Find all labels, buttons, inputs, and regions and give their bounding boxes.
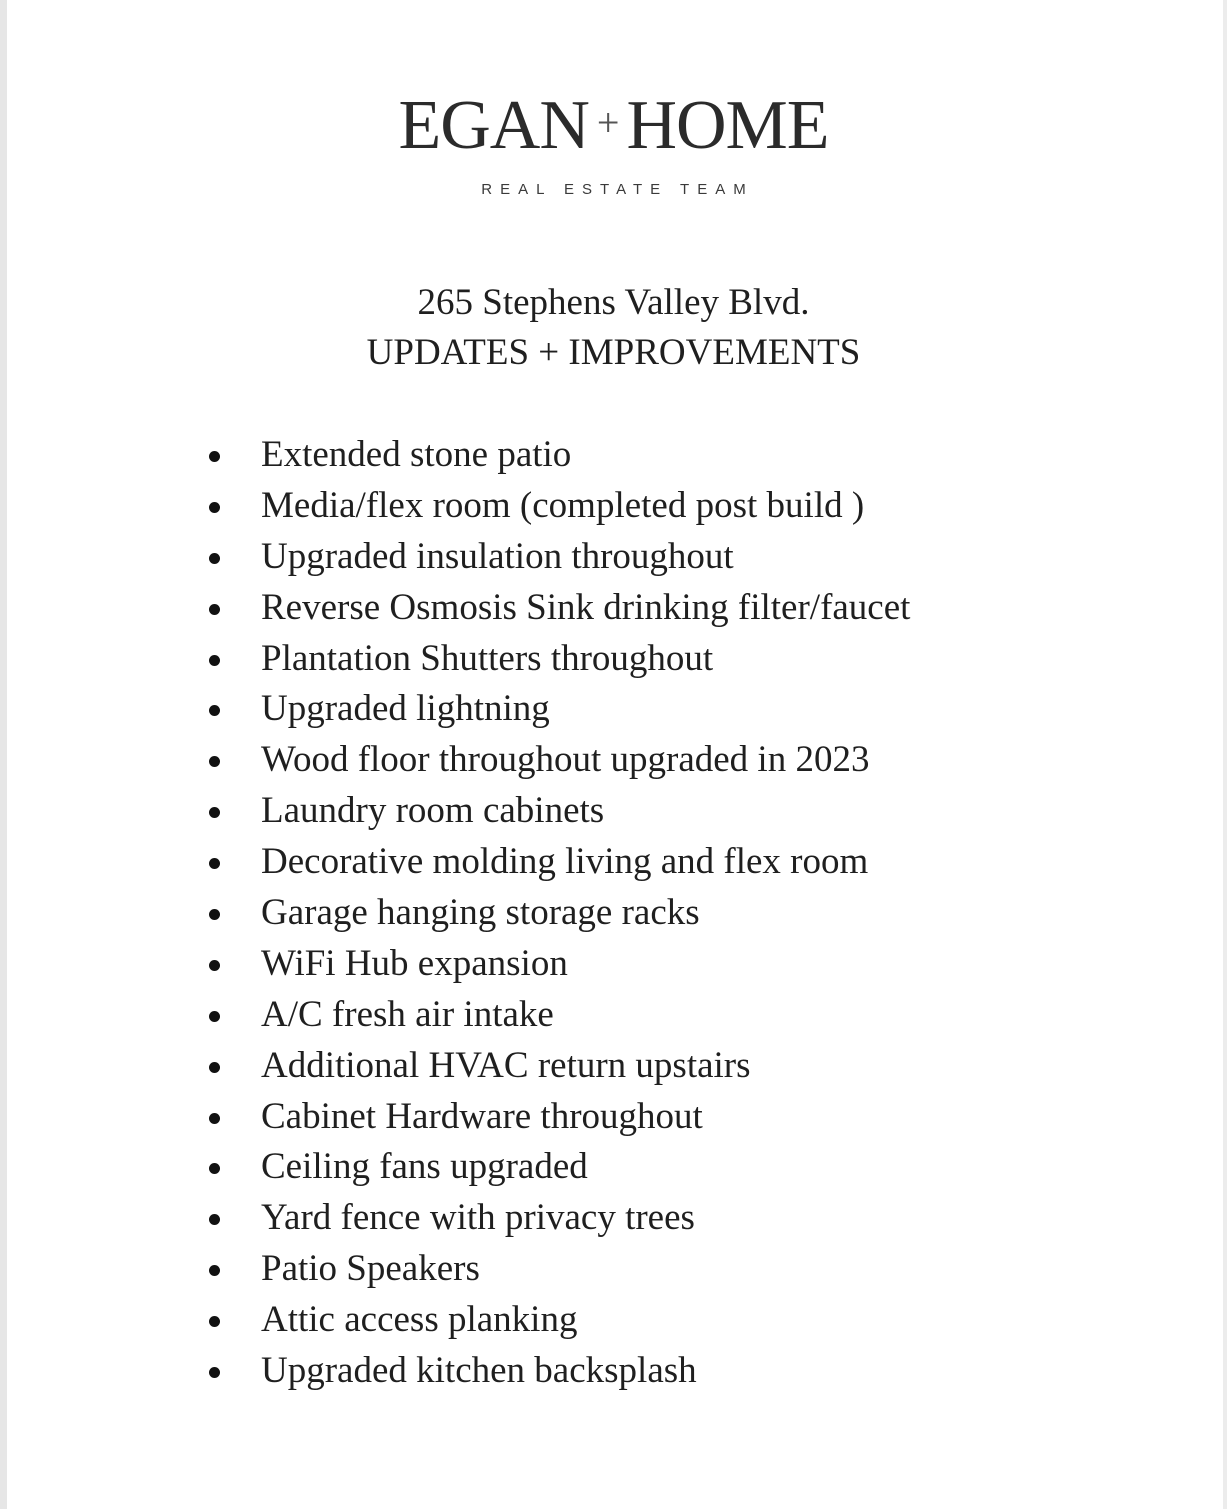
list-item <box>205 735 1105 786</box>
list-item <box>205 1041 1105 1092</box>
bullet-icon <box>209 1367 220 1378</box>
bullet-icon <box>209 1163 220 1174</box>
bullet-icon <box>209 858 220 869</box>
list-item-text: Extended stone patio <box>261 434 572 475</box>
list-item-text: Garage hanging storage racks <box>261 892 700 934</box>
page-right-edge <box>1223 0 1227 1509</box>
list-item <box>205 1092 1105 1143</box>
list-item <box>205 990 1105 1041</box>
list-item <box>205 888 1105 939</box>
logo-plus: + <box>596 100 619 145</box>
logo-wordmark <box>0 84 1227 165</box>
list-item <box>205 1295 1105 1346</box>
document-heading <box>0 278 1227 378</box>
egan-home-logo <box>0 84 1227 198</box>
document-title: UPDATES + IMPROVEMENTS <box>366 332 861 373</box>
list-item <box>205 1244 1105 1295</box>
page-left-edge <box>0 0 7 1509</box>
list-item <box>205 583 1105 634</box>
bullet-icon <box>209 1316 220 1327</box>
list-item-text: WiFi Hub expansion <box>261 942 568 984</box>
logo-word-home: HOME <box>626 87 829 164</box>
list-item-text: Wood floor throughout upgraded in 2023 <box>261 739 870 781</box>
bullet-icon <box>209 553 220 564</box>
bullet-icon <box>209 1214 220 1225</box>
list-item-text: Upgraded insulation throughout <box>261 535 734 577</box>
list-item-text: Decorative molding living and flex room <box>261 841 869 883</box>
list-item-text: Laundry room cabinets <box>261 790 605 832</box>
bullet-icon <box>209 655 220 666</box>
list-item <box>205 634 1105 685</box>
list-item <box>205 532 1105 583</box>
logo-word-egan: EGAN <box>398 87 589 164</box>
list-item-text: Plantation Shutters throughout <box>261 637 714 679</box>
list-item-text: Upgraded lightning <box>261 688 550 730</box>
bullet-icon <box>209 705 220 716</box>
bullet-icon <box>209 1011 220 1022</box>
list-item-text: Media/flex room (completed post build ) <box>261 484 865 526</box>
bullet-icon <box>209 1062 220 1073</box>
list-item <box>205 481 1105 532</box>
list-item <box>205 684 1105 735</box>
bullet-icon <box>209 960 220 971</box>
bullet-icon <box>209 502 220 513</box>
improvements-list <box>205 430 1105 1397</box>
list-item <box>205 939 1105 990</box>
bullet-icon <box>209 756 220 767</box>
bullet-icon <box>209 1265 220 1276</box>
property-address: 265 Stephens Valley Blvd. <box>417 282 810 323</box>
bullet-icon <box>209 909 220 920</box>
list-item-text: Additional HVAC return upstairs <box>261 1044 751 1086</box>
list-item-text: Ceiling fans upgraded <box>261 1146 588 1188</box>
bullet-icon <box>209 1113 220 1124</box>
list-item-text: A/C fresh air intake <box>261 993 554 1035</box>
list-item-text: Reverse Osmosis Sink drinking filter/faucet <box>261 586 911 628</box>
list-item-text: Patio Speakers <box>261 1248 480 1290</box>
list-item <box>205 430 1105 481</box>
bullet-icon <box>209 807 220 818</box>
bullet-icon <box>209 604 220 615</box>
list-item-text: Upgraded kitchen backsplash <box>261 1350 697 1392</box>
list-item <box>205 786 1105 837</box>
list-item-text: Cabinet Hardware throughout <box>261 1095 703 1137</box>
list-item <box>205 837 1105 888</box>
list-item <box>205 1193 1105 1244</box>
list-item <box>205 1346 1105 1397</box>
logo-tagline: REAL ESTATE TEAM <box>481 181 754 198</box>
list-item <box>205 1142 1105 1193</box>
list-item-text: Attic access planking <box>261 1299 578 1341</box>
bullet-icon <box>209 451 220 462</box>
list-item-text: Yard fence with privacy trees <box>261 1197 695 1239</box>
